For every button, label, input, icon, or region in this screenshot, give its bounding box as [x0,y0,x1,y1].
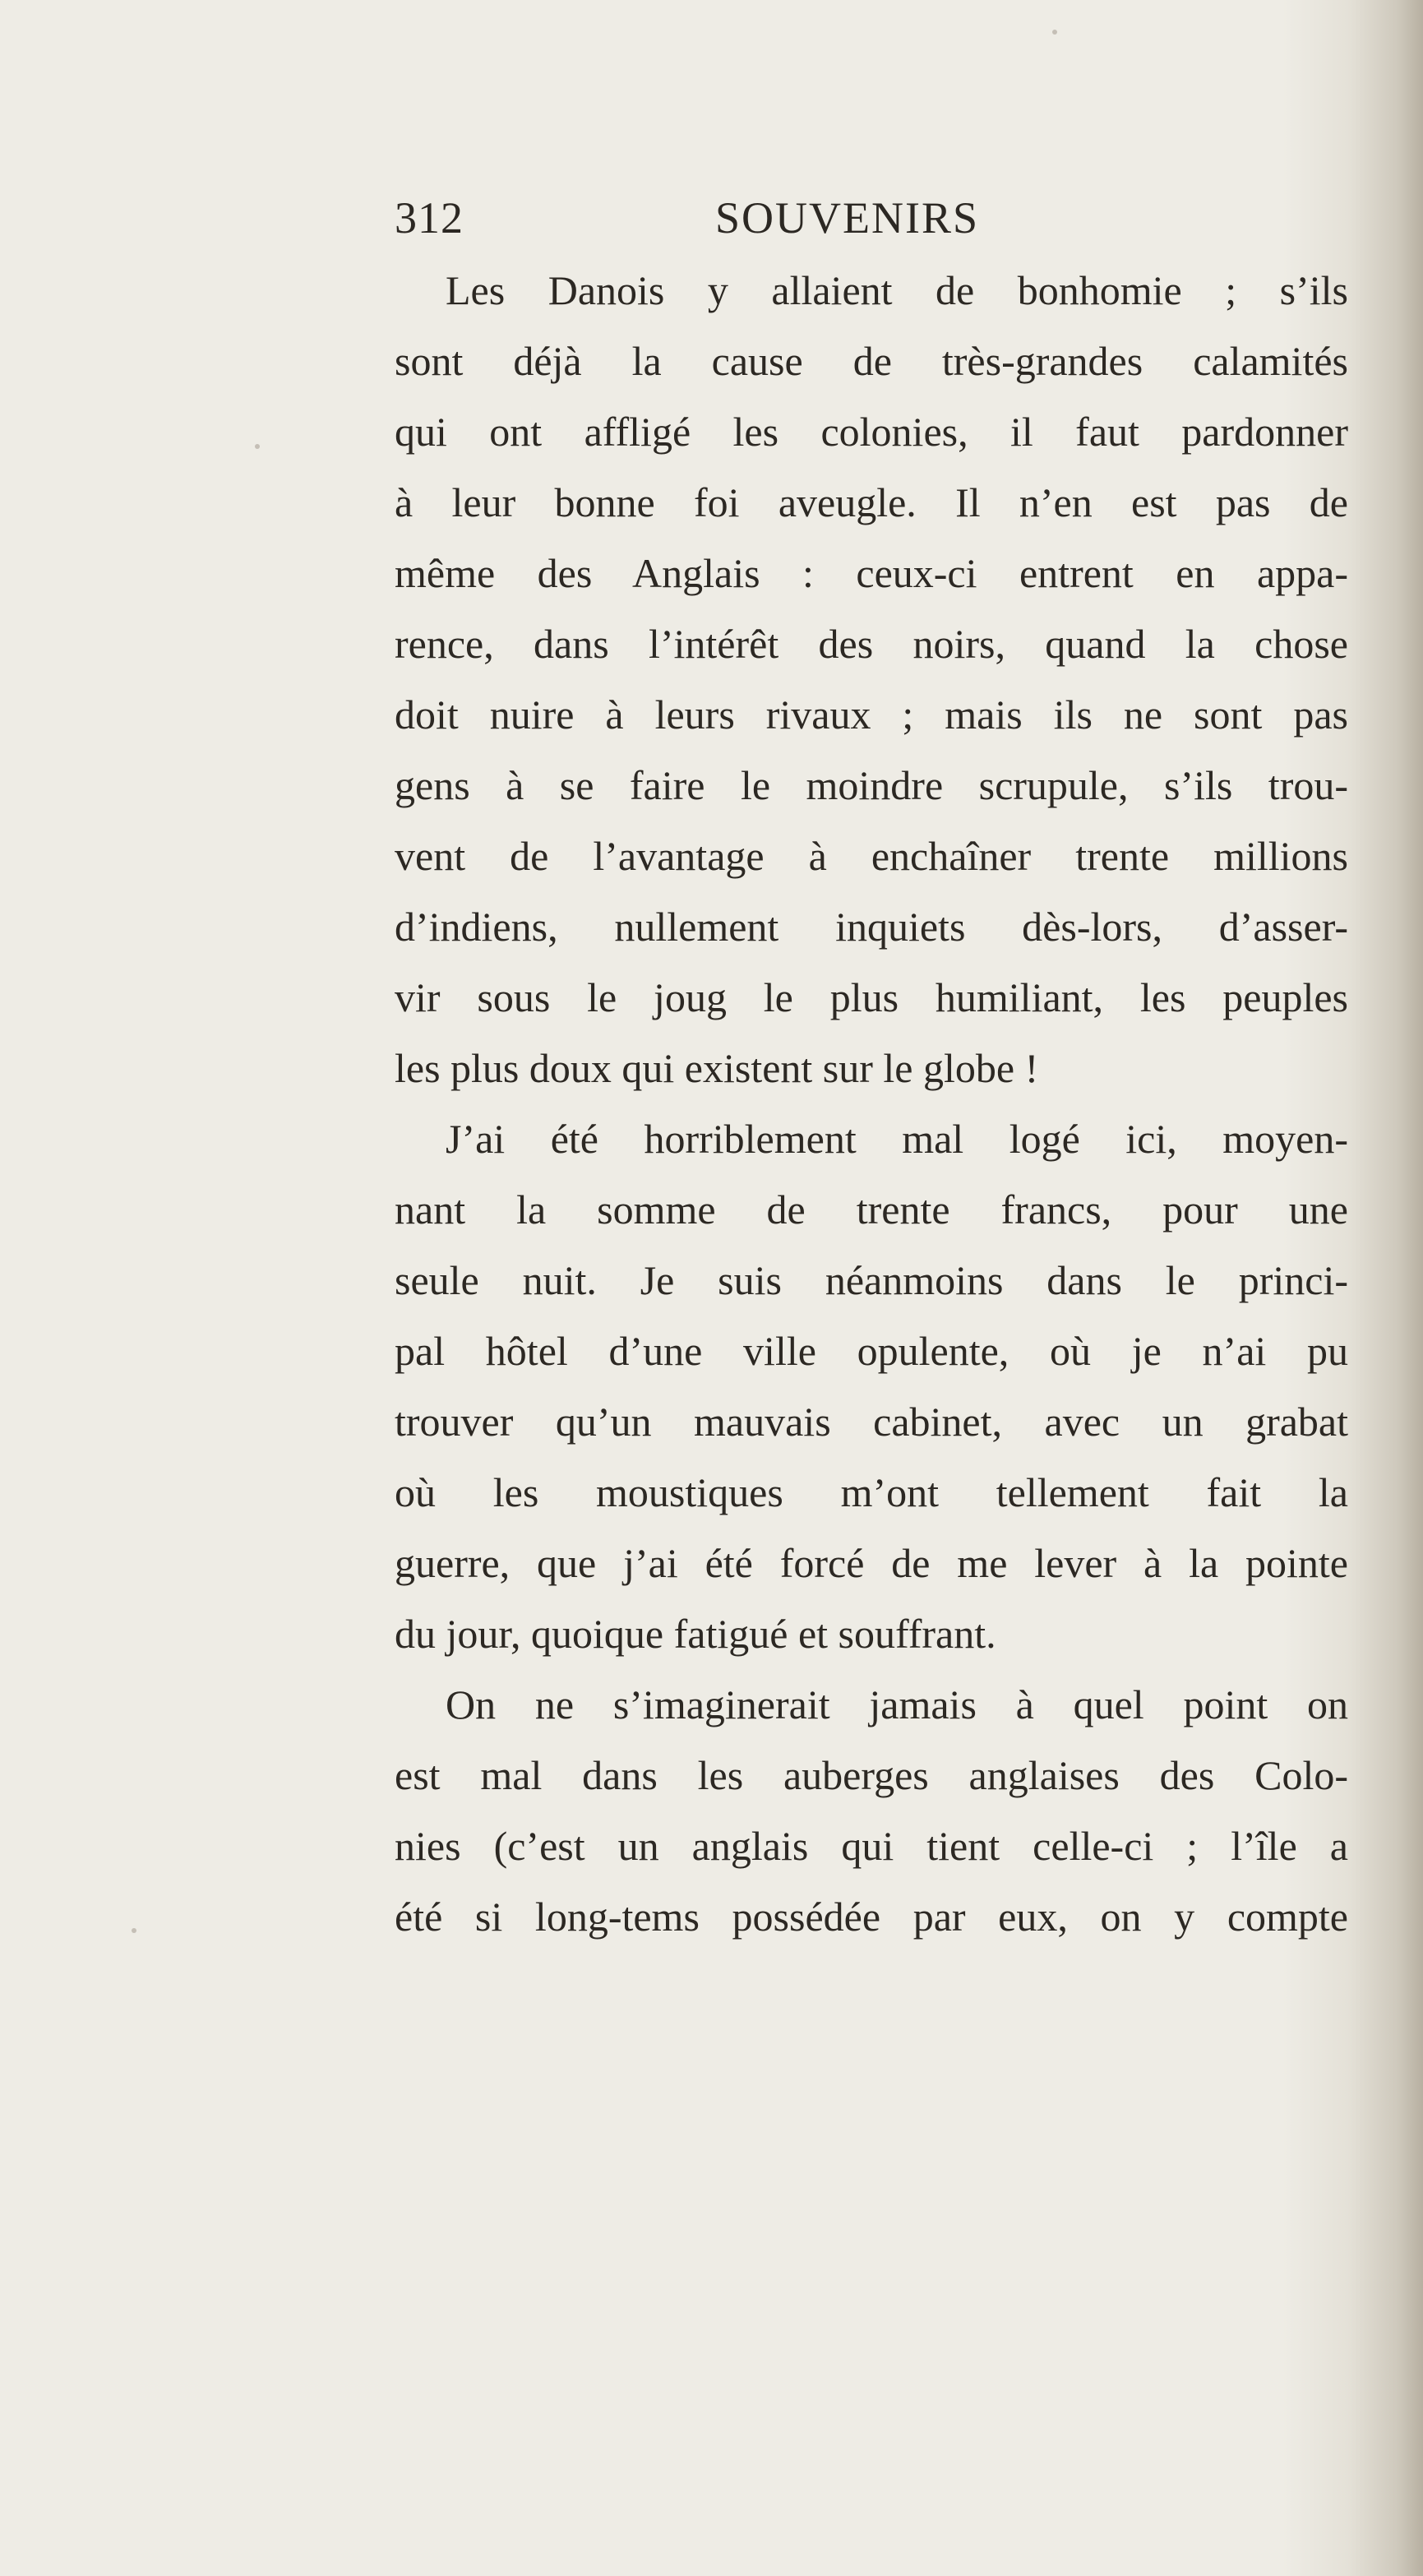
paper-speck [1052,30,1057,35]
text-line: nies (c’est un anglais qui tient celle-ci ; l’île a [395,1823,1348,1869]
text-line: Les Danois y allaient de bonhomie ; s’ils [446,267,1348,313]
text-line: les plus doux qui existent sur le globe ! [395,1045,1039,1091]
page-header [395,185,1348,251]
text-line: où les moustiques m’ont tellement fait la [395,1469,1348,1515]
text-line: été si long-tems possédée par eux, on y compte [395,1894,1348,1940]
text-line: à leur bonne foi aveugle. Il n’en est pas de [395,479,1348,525]
text-line: guerre, que j’ai été forcé de me lever à la pointe [395,1540,1348,1586]
text-line: vent de l’avantage à enchaîner trente millions [395,833,1348,879]
text-line: gens à se faire le moindre scrupule, s’ils trou- [395,762,1348,808]
text-line: sont déjà la cause de très-grandes calamités [395,338,1348,384]
body-text [395,255,1348,1952]
text-line: qui ont affligé les colonies, il faut pardonner [395,409,1348,455]
text-line: doit nuire à leurs rivaux ; mais ils ne sont pas [395,691,1348,738]
text-line: seule nuit. Je suis néanmoins dans le princi- [395,1257,1348,1303]
text-line: pal hôtel d’une ville opulente, où je n’ai pu [395,1328,1348,1374]
running-head: SOUVENIRS [715,193,980,243]
text-line: d’indiens, nullement inquiets dès-lors, d’asser- [395,904,1348,950]
text-line: même des Anglais : ceux-ci entrent en appa- [395,550,1348,596]
text-line: nant la somme de trente francs, pour une [395,1186,1348,1233]
paper-speck [255,444,260,449]
text-line: est mal dans les auberges anglaises des Colo- [395,1752,1348,1798]
page-number: 312 [395,193,464,243]
text-line: On ne s’imaginerait jamais à quel point on [446,1681,1348,1727]
text-line: rence, dans l’intérêt des noirs, quand la chose [395,621,1348,667]
text-line: trouver qu’un mauvais cabinet, avec un grabat [395,1399,1348,1445]
text-line: vir sous le joug le plus humiliant, les peuples [395,974,1348,1020]
paper-speck [132,1928,136,1933]
text-line: J’ai été horriblement mal logé ici, moyen- [446,1116,1348,1162]
text-line: du jour, quoique fatigué et souffrant. [395,1611,996,1657]
